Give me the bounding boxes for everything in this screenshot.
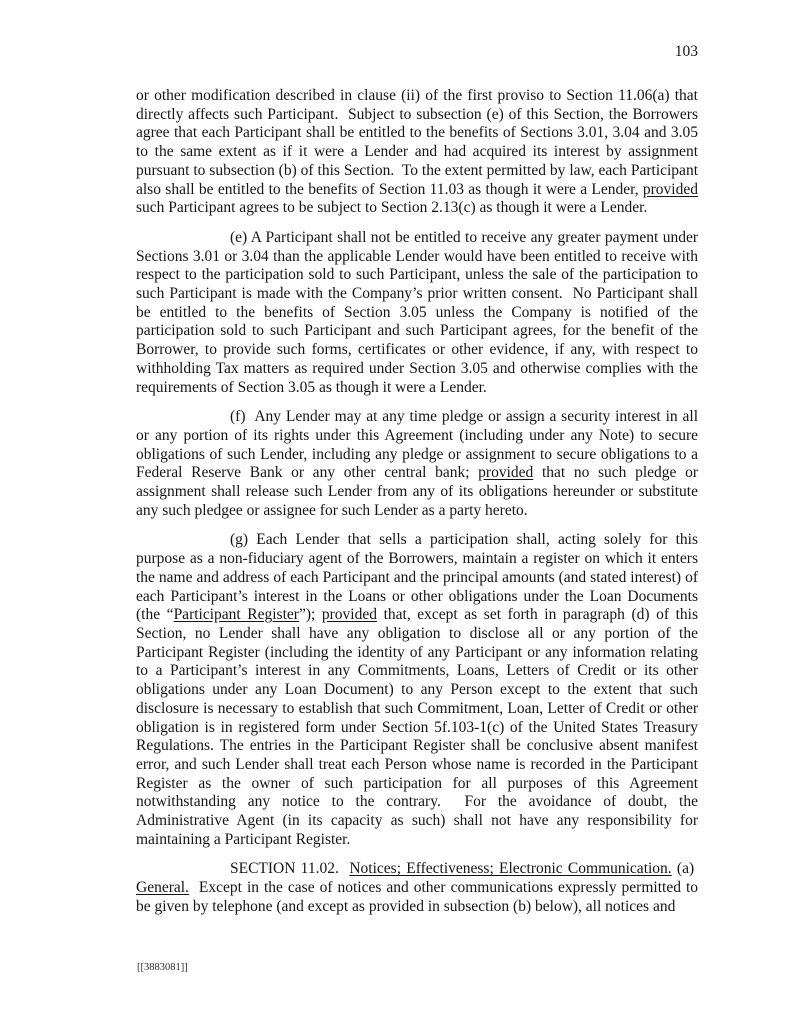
paragraph-g bbox=[136, 531, 698, 849]
underlined-text: provided bbox=[642, 180, 698, 198]
paragraph-f bbox=[136, 408, 698, 520]
text-run: that no such pledge or assignment shall release such Lender from any of its obligations hereunder or substitute any such pledgee or assignee for such Lender as a party hereto. bbox=[136, 464, 698, 519]
text-run: SECTION 11.02. bbox=[230, 860, 350, 878]
footer-document-id: [[3883081]] bbox=[137, 962, 188, 973]
underlined-text: provided bbox=[478, 464, 534, 482]
paragraph-section-11-02 bbox=[136, 860, 698, 916]
text-run: (e) A Participant shall not be entitled to receive any greater payment under Sections 3.01 or 3.04 than the applicable Lender would have been entitled to receive with respect to the participation sold to such Participant, unless the sale of the participation to such Participant is made with the Company’s prior written consent. No Participant shall be entitled to the benefits of Section 3.05 unless the Company is notified of the participation sold to such Participant and such Participant agrees, for the benefit of the Borrower, to provide such forms, certificates or other evidence, if any, with respect to withholding Tax matters as required under Section 3.05 and otherwise complies with the requirements of Section 3.05 as though it were a Lender. bbox=[136, 228, 698, 396]
text-run: or other modification described in clause (ii) of the first proviso to Section 11.06(a) that directly affects such Participant. Subject to subsection (e) of this Section, the Borrowers agree that each Participant shall be entitled to the benefits of Sections 3.01, 3.04 and 3.05 to the same extent as if it were a Lender and had acquired its interest by assignment pursuant to subsection (b) of this Section. To the extent permitted by law, each Participant also shall be entitled to the benefits of Section 11.03 as though it were a Lender, bbox=[136, 87, 698, 198]
document-body bbox=[136, 87, 698, 928]
paragraph-e bbox=[136, 229, 698, 397]
page-number: 103 bbox=[674, 43, 698, 60]
paragraph-continuation bbox=[136, 87, 698, 218]
text-run: such Participant agrees to be subject to Section 2.13(c) as though it were a Lender. bbox=[136, 199, 648, 217]
text-run: (g) Each Lender that sells a participation shall, acting solely for this purpose as a non-fiduciary agent of the Borrowers, maintain a register on which it enters the name and address of each Participant and the principal amounts (and stated interest) of each Participant’s interest in the Loans or other obligations under the Loan Documents (the “ bbox=[136, 531, 698, 624]
underlined-text: Participant Register bbox=[173, 606, 299, 624]
text-run: that, except as set forth in paragraph (d) of this Section, no Lender shall have any obligation to disclose all or any portion of the Participant Register (including the identity of any Participant or any information relating to a Participant’s interest in any Commitments, Loans, Letters of Credit or its other obligations under any Loan Document) to any Person except to the extent that such disclosure is necessary to establish that such Commitment, Loan, Letter of Credit or other obligation is in registered form under Section 5f.103-1(c) of the United States Treasury Regulations. The entries in the Participant Register shall be conclusive absent manifest error, and such Lender shall treat each Person whose name is recorded in the Participant Register as the owner of such participation for all purposes of this Agreement notwithstanding any notice to the contrary. For the avoidance of doubt, the Administrative Agent (in its capacity as such) shall not have any responsibility for maintaining a Participant Register. bbox=[136, 606, 698, 848]
text-run: (a) bbox=[671, 860, 699, 878]
underlined-text: Notices; Effectiveness; Electronic Communication. bbox=[349, 860, 672, 878]
underlined-text: General. bbox=[136, 879, 189, 897]
text-run: (f) Any Lender may at any time pledge or assign a security interest in all or any portion of its rights under this Agreement (including under any Note) to secure obligations of such Lender, including any pledge or assignment to secure obligations to a Federal Reserve Bank or any other central bank; bbox=[136, 408, 698, 482]
text-run: ”); bbox=[298, 606, 322, 624]
text-run: Except in the case of notices and other communications expressly permitted to be given by telephone (and except as provided in subsection (b) below), all notices and bbox=[136, 879, 698, 915]
underlined-text: provided bbox=[321, 606, 377, 624]
